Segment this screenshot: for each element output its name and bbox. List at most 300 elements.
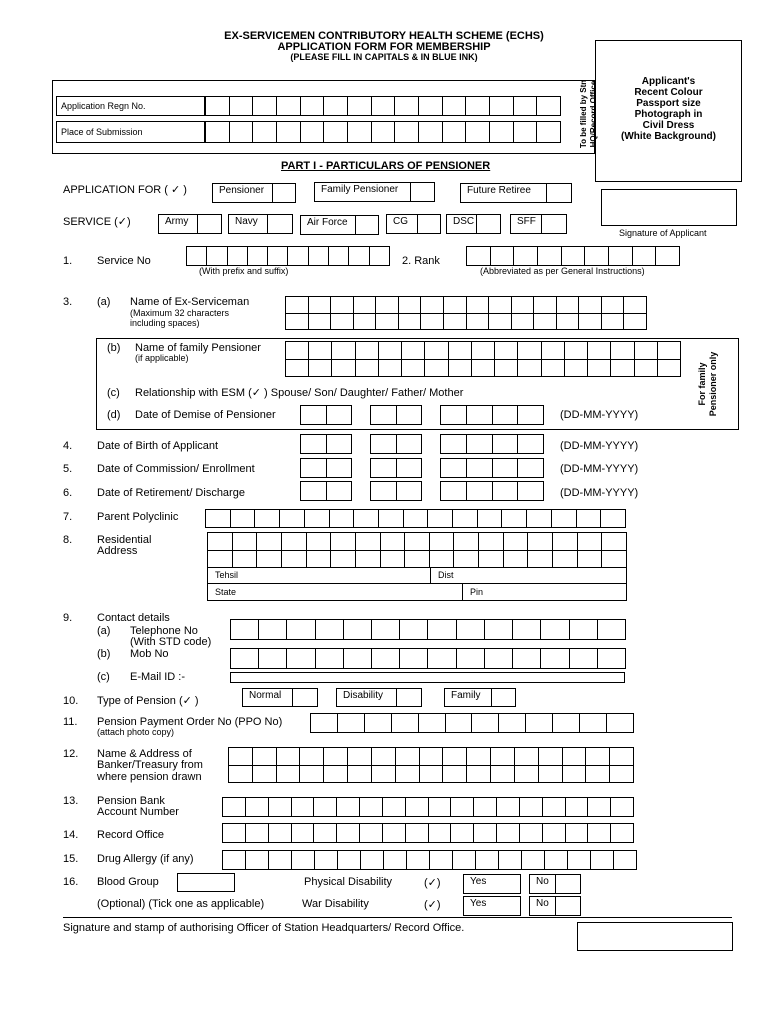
regn-no-field[interactable]: [205, 96, 561, 116]
character-cell[interactable]: [451, 824, 474, 843]
character-cell[interactable]: [449, 360, 472, 378]
character-cell[interactable]: [474, 798, 497, 817]
character-cell[interactable]: [253, 122, 277, 143]
character-cell[interactable]: [542, 360, 565, 378]
character-cell[interactable]: [420, 766, 444, 784]
option-dsc[interactable]: DSC: [446, 214, 501, 234]
character-cell[interactable]: [591, 851, 614, 870]
character-cell[interactable]: [566, 798, 589, 817]
character-cell[interactable]: [512, 297, 535, 314]
character-cell[interactable]: [454, 551, 479, 569]
character-cell[interactable]: [208, 551, 233, 569]
character-cell[interactable]: [309, 342, 332, 360]
character-cell[interactable]: [563, 748, 587, 766]
character-cell[interactable]: [314, 824, 337, 843]
character-cell[interactable]: [585, 247, 609, 266]
character-cell[interactable]: [467, 435, 493, 454]
character-cell[interactable]: [513, 649, 541, 669]
character-cell[interactable]: [425, 360, 448, 378]
character-cell[interactable]: [658, 342, 681, 360]
character-cell[interactable]: [542, 342, 565, 360]
character-cell[interactable]: [588, 342, 611, 360]
character-cell[interactable]: [467, 766, 491, 784]
character-cell[interactable]: [610, 748, 634, 766]
character-cell[interactable]: [527, 510, 552, 528]
dob-month-field[interactable]: [370, 434, 422, 454]
commission-day-field[interactable]: [300, 458, 352, 478]
character-cell[interactable]: [399, 297, 422, 314]
character-cell[interactable]: [490, 122, 514, 143]
character-cell[interactable]: [406, 798, 429, 817]
character-cell[interactable]: [379, 510, 404, 528]
character-cell[interactable]: [614, 851, 637, 870]
character-cell[interactable]: [467, 247, 491, 266]
character-cell[interactable]: [231, 649, 259, 669]
character-cell[interactable]: [552, 510, 577, 528]
character-cell[interactable]: [381, 533, 406, 551]
character-cell[interactable]: [578, 533, 603, 551]
character-cell[interactable]: [602, 551, 627, 569]
character-cell[interactable]: [518, 459, 544, 478]
character-cell[interactable]: [372, 649, 400, 669]
character-cell[interactable]: [316, 649, 344, 669]
character-cell[interactable]: [541, 620, 569, 640]
blood-group-field[interactable]: [177, 873, 235, 892]
character-cell[interactable]: [565, 342, 588, 360]
character-cell[interactable]: [441, 435, 467, 454]
character-cell[interactable]: [371, 406, 397, 425]
character-cell[interactable]: [277, 766, 301, 784]
option-sff[interactable]: SFF: [510, 214, 567, 234]
character-cell[interactable]: [504, 551, 529, 569]
character-cell[interactable]: [327, 435, 353, 454]
character-cell[interactable]: [579, 314, 602, 331]
character-cell[interactable]: [580, 714, 607, 733]
character-cell[interactable]: [428, 510, 453, 528]
character-cell[interactable]: [230, 122, 254, 143]
character-cell[interactable]: [268, 247, 288, 266]
character-cell[interactable]: [372, 748, 396, 766]
character-cell[interactable]: [430, 533, 455, 551]
character-cell[interactable]: [472, 342, 495, 360]
character-cell[interactable]: [400, 649, 428, 669]
character-cell[interactable]: [253, 97, 277, 116]
character-cell[interactable]: [491, 748, 515, 766]
character-cell[interactable]: [400, 620, 428, 640]
character-cell[interactable]: [502, 510, 527, 528]
character-cell[interactable]: [451, 798, 474, 817]
character-cell[interactable]: [301, 435, 327, 454]
character-cell[interactable]: [493, 435, 519, 454]
option-air-force[interactable]: Air Force: [300, 215, 379, 235]
character-cell[interactable]: [478, 510, 503, 528]
character-cell[interactable]: [520, 798, 543, 817]
character-cell[interactable]: [466, 122, 490, 143]
record-office-field[interactable]: [222, 823, 634, 843]
character-cell[interactable]: [348, 766, 372, 784]
character-cell[interactable]: [543, 824, 566, 843]
character-cell[interactable]: [635, 342, 658, 360]
character-cell[interactable]: [588, 824, 611, 843]
character-cell[interactable]: [187, 247, 207, 266]
character-cell[interactable]: [356, 342, 379, 360]
character-cell[interactable]: [384, 851, 407, 870]
character-cell[interactable]: [314, 798, 337, 817]
character-cell[interactable]: [474, 824, 497, 843]
ppo-field[interactable]: [310, 713, 634, 733]
character-cell[interactable]: [441, 482, 467, 501]
character-cell[interactable]: [545, 851, 568, 870]
character-cell[interactable]: [635, 360, 658, 378]
character-cell[interactable]: [354, 297, 377, 314]
character-cell[interactable]: [428, 620, 456, 640]
character-cell[interactable]: [497, 798, 520, 817]
character-cell[interactable]: [499, 714, 526, 733]
option-family-pensioner[interactable]: Family Pensioner: [314, 182, 435, 202]
character-cell[interactable]: [282, 551, 307, 569]
character-cell[interactable]: [324, 97, 348, 116]
character-cell[interactable]: [208, 533, 233, 551]
telephone-field[interactable]: [230, 619, 626, 640]
character-cell[interactable]: [372, 122, 396, 143]
character-cell[interactable]: [588, 360, 611, 378]
character-cell[interactable]: [467, 482, 493, 501]
character-cell[interactable]: [504, 533, 529, 551]
character-cell[interactable]: [493, 459, 519, 478]
character-cell[interactable]: [292, 798, 315, 817]
character-cell[interactable]: [420, 748, 444, 766]
character-cell[interactable]: [522, 851, 545, 870]
banker-field[interactable]: [228, 747, 634, 783]
character-cell[interactable]: [656, 247, 680, 266]
demise-day-field[interactable]: [300, 405, 352, 425]
option-navy[interactable]: Navy: [228, 214, 293, 234]
character-cell[interactable]: [361, 851, 384, 870]
commission-month-field[interactable]: [370, 458, 422, 478]
dob-day-field[interactable]: [300, 434, 352, 454]
character-cell[interactable]: [397, 459, 423, 478]
character-cell[interactable]: [441, 459, 467, 478]
character-cell[interactable]: [443, 766, 467, 784]
character-cell[interactable]: [454, 533, 479, 551]
character-cell[interactable]: [457, 620, 485, 640]
character-cell[interactable]: [518, 360, 541, 378]
character-cell[interactable]: [405, 551, 430, 569]
character-cell[interactable]: [206, 122, 230, 143]
email-field[interactable]: [230, 672, 625, 683]
character-cell[interactable]: [472, 714, 499, 733]
character-cell[interactable]: [397, 482, 423, 501]
character-cell[interactable]: [562, 247, 586, 266]
character-cell[interactable]: [528, 551, 553, 569]
family-name-field[interactable]: [285, 341, 681, 377]
character-cell[interactable]: [425, 342, 448, 360]
character-cell[interactable]: [316, 620, 344, 640]
character-cell[interactable]: [371, 459, 397, 478]
character-cell[interactable]: [457, 649, 485, 669]
character-cell[interactable]: [354, 314, 377, 331]
character-cell[interactable]: [207, 247, 227, 266]
character-cell[interactable]: [624, 314, 647, 331]
character-cell[interactable]: [518, 435, 544, 454]
character-cell[interactable]: [246, 798, 269, 817]
character-cell[interactable]: [607, 714, 634, 733]
character-cell[interactable]: [277, 97, 301, 116]
character-cell[interactable]: [309, 314, 332, 331]
character-cell[interactable]: [495, 360, 518, 378]
character-cell[interactable]: [231, 620, 259, 640]
character-cell[interactable]: [324, 748, 348, 766]
character-cell[interactable]: [449, 342, 472, 360]
character-cell[interactable]: [392, 714, 419, 733]
character-cell[interactable]: [277, 748, 301, 766]
character-cell[interactable]: [292, 851, 315, 870]
character-cell[interactable]: [395, 97, 419, 116]
character-cell[interactable]: [337, 798, 360, 817]
character-cell[interactable]: [557, 314, 580, 331]
account-field[interactable]: [222, 797, 634, 817]
character-cell[interactable]: [397, 435, 423, 454]
character-cell[interactable]: [467, 406, 493, 425]
character-cell[interactable]: [286, 342, 309, 360]
character-cell[interactable]: [330, 510, 355, 528]
character-cell[interactable]: [292, 824, 315, 843]
retirement-year-field[interactable]: [440, 481, 544, 501]
character-cell[interactable]: [534, 314, 557, 331]
character-cell[interactable]: [402, 360, 425, 378]
character-cell[interactable]: [514, 97, 538, 116]
character-cell[interactable]: [513, 620, 541, 640]
character-cell[interactable]: [206, 510, 231, 528]
character-cell[interactable]: [344, 649, 372, 669]
character-cell[interactable]: [611, 798, 634, 817]
character-cell[interactable]: [311, 714, 338, 733]
character-cell[interactable]: [248, 247, 268, 266]
character-cell[interactable]: [329, 247, 349, 266]
character-cell[interactable]: [223, 798, 246, 817]
character-cell[interactable]: [472, 360, 495, 378]
character-cell[interactable]: [331, 551, 356, 569]
character-cell[interactable]: [305, 510, 330, 528]
character-cell[interactable]: [309, 297, 332, 314]
character-cell[interactable]: [428, 649, 456, 669]
character-cell[interactable]: [539, 766, 563, 784]
esm-name-field[interactable]: [285, 296, 647, 330]
character-cell[interactable]: [396, 748, 420, 766]
character-cell[interactable]: [537, 97, 561, 116]
character-cell[interactable]: [301, 97, 325, 116]
character-cell[interactable]: [538, 247, 562, 266]
character-cell[interactable]: [370, 247, 390, 266]
character-cell[interactable]: [493, 406, 519, 425]
character-cell[interactable]: [539, 748, 563, 766]
character-cell[interactable]: [565, 360, 588, 378]
character-cell[interactable]: [633, 247, 657, 266]
character-cell[interactable]: [286, 314, 309, 331]
character-cell[interactable]: [402, 342, 425, 360]
character-cell[interactable]: [467, 459, 493, 478]
character-cell[interactable]: [348, 748, 372, 766]
character-cell[interactable]: [233, 551, 258, 569]
drug-allergy-field[interactable]: [222, 850, 637, 870]
character-cell[interactable]: [443, 122, 467, 143]
character-cell[interactable]: [586, 748, 610, 766]
character-cell[interactable]: [404, 510, 429, 528]
character-cell[interactable]: [446, 714, 473, 733]
character-cell[interactable]: [230, 97, 254, 116]
character-cell[interactable]: [356, 551, 381, 569]
character-cell[interactable]: [429, 798, 452, 817]
character-cell[interactable]: [518, 406, 544, 425]
character-cell[interactable]: [602, 533, 627, 551]
character-cell[interactable]: [493, 482, 519, 501]
character-cell[interactable]: [372, 620, 400, 640]
option-army[interactable]: Army: [158, 214, 222, 234]
mobile-field[interactable]: [230, 648, 626, 669]
character-cell[interactable]: [301, 406, 327, 425]
character-cell[interactable]: [419, 122, 443, 143]
war-yes-option[interactable]: Yes: [463, 896, 521, 916]
character-cell[interactable]: [479, 551, 504, 569]
character-cell[interactable]: [467, 314, 490, 331]
character-cell[interactable]: [379, 342, 402, 360]
character-cell[interactable]: [307, 551, 332, 569]
character-cell[interactable]: [257, 551, 282, 569]
character-cell[interactable]: [537, 122, 561, 143]
retirement-month-field[interactable]: [370, 481, 422, 501]
character-cell[interactable]: [228, 247, 248, 266]
character-cell[interactable]: [553, 533, 578, 551]
place-of-submission-field[interactable]: [205, 121, 561, 143]
rank-field[interactable]: [466, 246, 680, 266]
character-cell[interactable]: [300, 748, 324, 766]
character-cell[interactable]: [611, 360, 634, 378]
character-cell[interactable]: [588, 798, 611, 817]
character-cell[interactable]: [557, 297, 580, 314]
character-cell[interactable]: [598, 620, 626, 640]
character-cell[interactable]: [231, 510, 256, 528]
character-cell[interactable]: [331, 297, 354, 314]
character-cell[interactable]: [429, 824, 452, 843]
character-cell[interactable]: [485, 620, 513, 640]
character-cell[interactable]: [453, 851, 476, 870]
character-cell[interactable]: [441, 406, 467, 425]
option-cg[interactable]: CG: [386, 214, 441, 234]
character-cell[interactable]: [253, 766, 277, 784]
option-disability[interactable]: Disability: [336, 688, 422, 707]
character-cell[interactable]: [395, 122, 419, 143]
authorising-signature-box[interactable]: [577, 922, 733, 951]
character-cell[interactable]: [543, 798, 566, 817]
character-cell[interactable]: [476, 851, 499, 870]
character-cell[interactable]: [286, 360, 309, 378]
character-cell[interactable]: [397, 406, 423, 425]
character-cell[interactable]: [534, 297, 557, 314]
character-cell[interactable]: [490, 97, 514, 116]
character-cell[interactable]: [568, 851, 591, 870]
character-cell[interactable]: [515, 748, 539, 766]
character-cell[interactable]: [497, 824, 520, 843]
character-cell[interactable]: [376, 297, 399, 314]
character-cell[interactable]: [229, 766, 253, 784]
character-cell[interactable]: [570, 620, 598, 640]
character-cell[interactable]: [371, 435, 397, 454]
character-cell[interactable]: [309, 247, 329, 266]
character-cell[interactable]: [611, 342, 634, 360]
character-cell[interactable]: [348, 97, 372, 116]
character-cell[interactable]: [253, 748, 277, 766]
applicant-signature-box[interactable]: [601, 189, 737, 226]
character-cell[interactable]: [467, 748, 491, 766]
option-family[interactable]: Family: [444, 688, 516, 707]
option-pensioner[interactable]: Pensioner: [212, 183, 296, 203]
character-cell[interactable]: [512, 314, 535, 331]
character-cell[interactable]: [233, 533, 258, 551]
character-cell[interactable]: [485, 649, 513, 669]
physical-yes-option[interactable]: Yes: [463, 874, 521, 894]
character-cell[interactable]: [489, 314, 512, 331]
character-cell[interactable]: [223, 851, 246, 870]
character-cell[interactable]: [286, 297, 309, 314]
character-cell[interactable]: [269, 824, 292, 843]
character-cell[interactable]: [528, 533, 553, 551]
character-cell[interactable]: [360, 824, 383, 843]
character-cell[interactable]: [624, 297, 647, 314]
character-cell[interactable]: [269, 851, 292, 870]
character-cell[interactable]: [609, 247, 633, 266]
character-cell[interactable]: [332, 360, 355, 378]
character-cell[interactable]: [419, 714, 446, 733]
character-cell[interactable]: [255, 510, 280, 528]
war-no-option[interactable]: No: [529, 896, 581, 916]
character-cell[interactable]: [269, 798, 292, 817]
character-cell[interactable]: [381, 551, 406, 569]
character-cell[interactable]: [610, 766, 634, 784]
character-cell[interactable]: [301, 122, 325, 143]
character-cell[interactable]: [601, 510, 626, 528]
option-future-retiree[interactable]: Future Retiree: [460, 183, 572, 203]
character-cell[interactable]: [337, 824, 360, 843]
character-cell[interactable]: [300, 766, 324, 784]
character-cell[interactable]: [371, 482, 397, 501]
character-cell[interactable]: [327, 482, 353, 501]
character-cell[interactable]: [396, 766, 420, 784]
character-cell[interactable]: [443, 97, 467, 116]
demise-month-field[interactable]: [370, 405, 422, 425]
character-cell[interactable]: [658, 360, 681, 378]
character-cell[interactable]: [553, 714, 580, 733]
character-cell[interactable]: [430, 851, 453, 870]
character-cell[interactable]: [287, 620, 315, 640]
character-cell[interactable]: [327, 459, 353, 478]
character-cell[interactable]: [553, 551, 578, 569]
character-cell[interactable]: [453, 510, 478, 528]
character-cell[interactable]: [287, 649, 315, 669]
character-cell[interactable]: [577, 510, 602, 528]
character-cell[interactable]: [331, 314, 354, 331]
character-cell[interactable]: [277, 122, 301, 143]
character-cell[interactable]: [491, 766, 515, 784]
character-cell[interactable]: [579, 297, 602, 314]
character-cell[interactable]: [467, 297, 490, 314]
character-cell[interactable]: [406, 824, 429, 843]
character-cell[interactable]: [586, 766, 610, 784]
character-cell[interactable]: [344, 620, 372, 640]
character-cell[interactable]: [301, 482, 327, 501]
character-cell[interactable]: [514, 122, 538, 143]
character-cell[interactable]: [356, 360, 379, 378]
character-cell[interactable]: [259, 620, 287, 640]
